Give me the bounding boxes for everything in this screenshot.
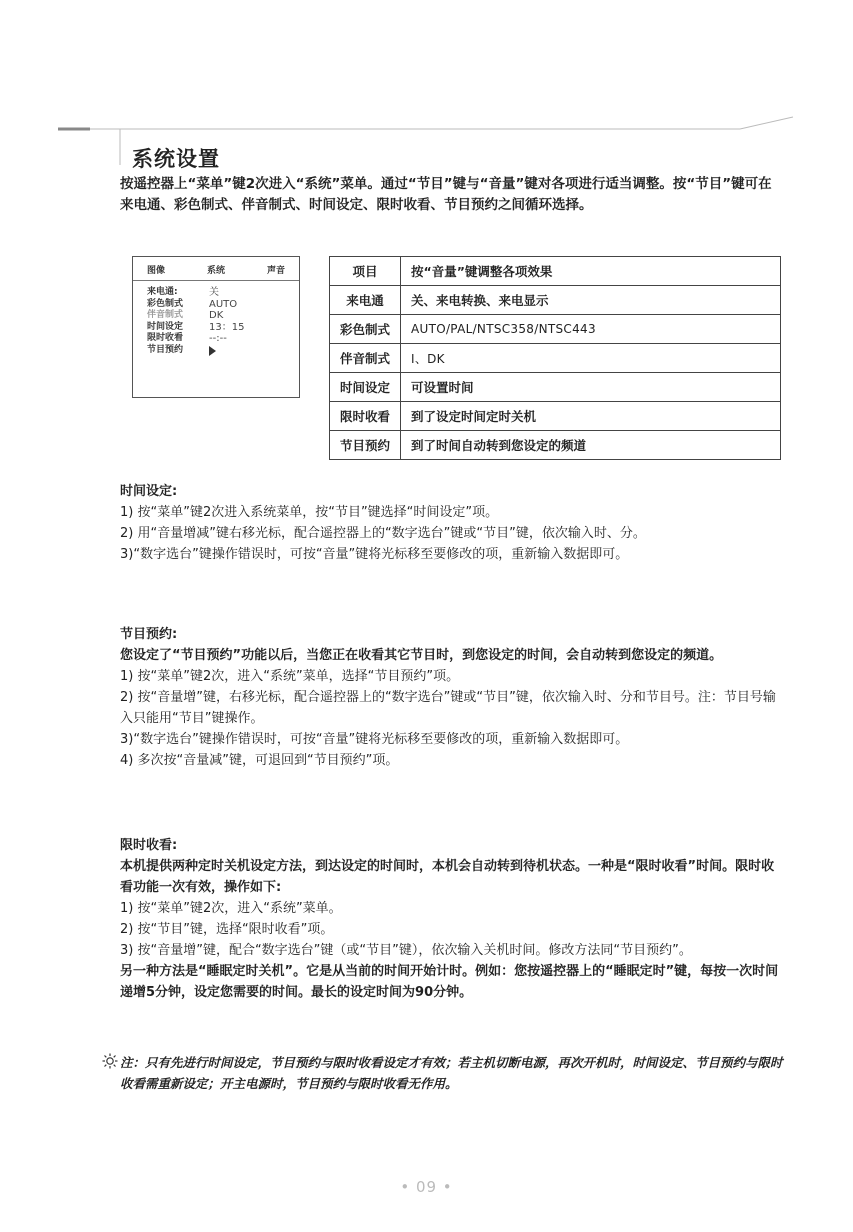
table-cell: 限时收看 [330, 402, 401, 431]
osd-key: 来电通: [147, 287, 178, 297]
osd-key: 时间设定 [147, 321, 184, 332]
osd-key: 限时收看 [147, 333, 184, 343]
table-header-cell: 项目 [330, 257, 401, 286]
osd-tab-system: 系统 [206, 266, 225, 276]
reservation-section [120, 624, 785, 771]
list-item: 4) 多次按“音量减”键，可退回到“节目预约”项。 [120, 753, 399, 768]
osd-key: 彩色制式 [147, 298, 184, 309]
list-item: 3) 按“音量增”键，配合“数字选台”键（或“节目”键），依次输入关机时间。修改方法同“节目预约”。 [120, 943, 692, 958]
note-box [120, 1052, 785, 1094]
osd-menu-illustration [132, 256, 300, 398]
header-rule [0, 0, 853, 170]
table-row [330, 431, 781, 460]
sleep-timer-section [120, 835, 785, 1003]
list-item: 1) 按“菜单”键2次进入系统菜单，按“节目”键选择“时间设定”项。 [120, 505, 499, 520]
table-row [330, 344, 781, 373]
osd-value: 关 [209, 287, 219, 298]
table-row [330, 373, 781, 402]
note-text: 注：只有先进行时间设定，节目预约与限时收看设定才有效；若主机切断电源，再次开机时，时间设定、节目预约与限时收看需重新设定；开主电源时，节目预约与限时收看无作用。 [120, 1055, 783, 1091]
page-title: 系统设置 [132, 147, 220, 171]
table-cell: 到了设定时间定时关机 [401, 402, 781, 431]
table-cell: 关、来电转换、来电显示 [401, 286, 781, 315]
list-item: 2) 用“音量增减”键右移光标，配合遥控器上的“数字选台”键或“节目”键，依次输入时、分。 [120, 526, 646, 541]
osd-value: --:-- [209, 333, 227, 344]
table-cell: 到了时间自动转到您设定的频道 [401, 431, 781, 460]
osd-tabs [133, 257, 299, 276]
osd-divider [133, 280, 299, 281]
osd-row [133, 299, 299, 311]
table-cell: 可设置时间 [401, 373, 781, 402]
time-setting-section [120, 481, 785, 565]
table-cell: 节目预约 [330, 431, 401, 460]
section-outro: 另一种方法是“睡眠定时关机”。它是从当前的时间开始计时。例如：您按遥控器上的“睡眠定时”键，每按一次时间递增5分钟，设定您需要的时间。最长的设定时间为90分钟。 [120, 964, 779, 1000]
osd-key: 节目预约 [147, 344, 184, 355]
osd-key: 伴音制式 [147, 310, 184, 320]
table-header-row [330, 257, 781, 286]
osd-value: AUTO [209, 298, 238, 310]
osd-row [133, 345, 299, 357]
list-item: 1) 按“菜单”键2次，进入“系统”菜单，选择“节目预约”项。 [120, 669, 460, 684]
section-intro: 本机提供两种定时关机设定方法，到达设定的时间时，本机会自动转到待机状态。一种是“限时收看”时间。限时收看功能一次有效，操作如下: [120, 859, 775, 895]
section-title: 时间设定: [120, 484, 178, 499]
page-number: • 09 • [400, 1178, 453, 1196]
osd-tab-picture: 图像 [147, 266, 166, 276]
list-item: 3)“数字选台”键操作错误时，可按“音量”键将光标移至要修改的项，重新输入数据即可。 [120, 732, 629, 747]
sun-icon [102, 1053, 118, 1069]
table-row [330, 402, 781, 431]
osd-row [133, 310, 299, 322]
list-item: 3)“数字选台”键操作错误时，可按“音量”键将光标移至要修改的项，重新输入数据即可。 [120, 547, 629, 562]
osd-row [133, 322, 299, 334]
table-row [330, 315, 781, 344]
play-arrow-icon [209, 346, 216, 356]
settings-table [329, 256, 781, 460]
section-intro: 您设定了“节目预约”功能以后，当您正在收看其它节目时，到您设定的时间，会自动转到您设定的频道。 [120, 648, 723, 663]
table-row [330, 286, 781, 315]
section-title: 节目预约: [120, 627, 178, 642]
table-cell: 彩色制式 [330, 315, 401, 344]
osd-row [133, 333, 299, 345]
osd-value: 13：15 [209, 321, 245, 333]
intro-paragraph: 按遥控器上“菜单”键2次进入“系统”菜单。通过“节目”键与“音量”键对各项进行适当调整。按“节目”键可在来电通、彩色制式、伴音制式、时间设定、限时收看、节目预约之间循环选择。 [120, 176, 772, 213]
section-title: 限时收看: [120, 838, 178, 853]
table-cell: 伴音制式 [330, 344, 401, 373]
list-item: 2) 按“音量增”键，右移光标，配合遥控器上的“数字选台”键或“节目”键，依次输入时、分和节目号。注：节目号输入只能用“节目”键操作。 [120, 690, 776, 726]
osd-value: DK [209, 310, 224, 321]
table-header-cell: 按“音量”键调整各项效果 [401, 257, 781, 286]
osd-row [133, 287, 299, 299]
list-item: 2) 按“节目”键，选择“限时收看”项。 [120, 922, 334, 937]
table-cell: 时间设定 [330, 373, 401, 402]
list-item: 1) 按“菜单”键2次，进入“系统”菜单。 [120, 901, 342, 916]
table-cell: 来电通 [330, 286, 401, 315]
table-cell: I、DK [401, 344, 781, 373]
table-cell: AUTO/PAL/NTSC358/NTSC443 [401, 315, 781, 344]
osd-tab-sound: 声音 [266, 266, 285, 276]
